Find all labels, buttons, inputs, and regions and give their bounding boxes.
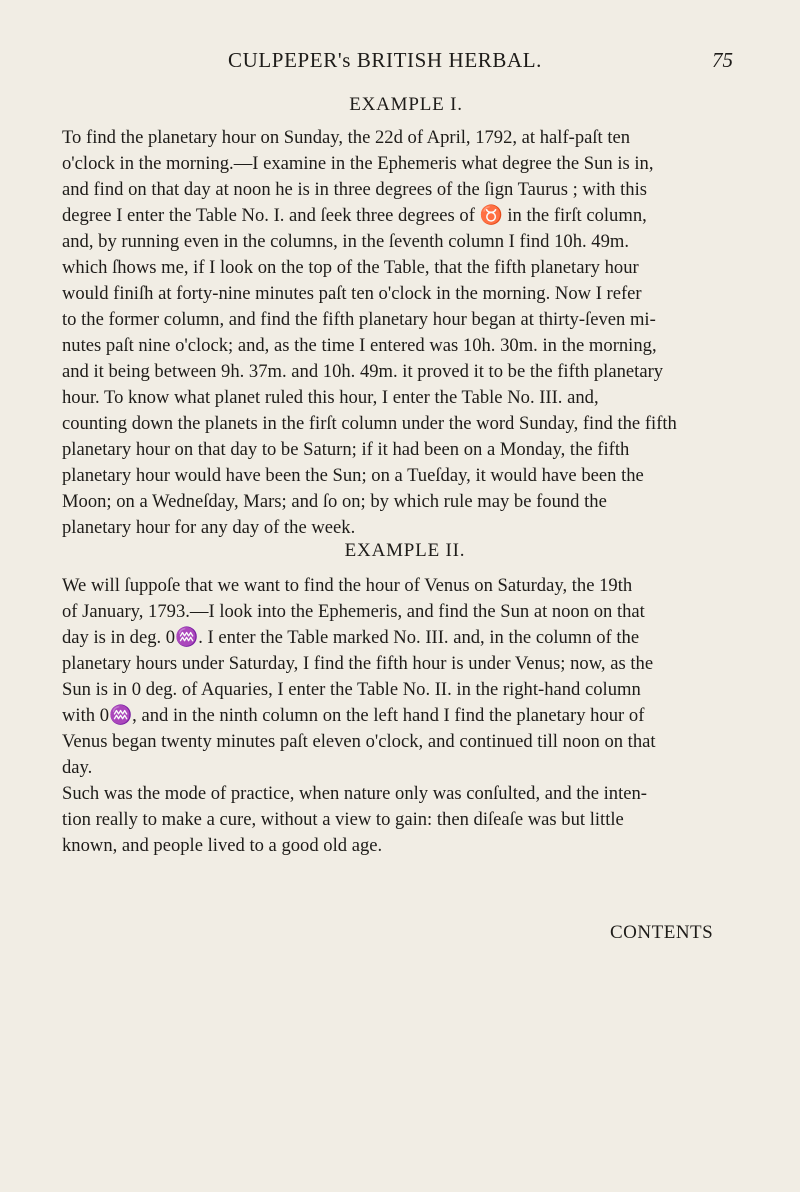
running-head <box>0 48 800 78</box>
text-line: would finiſh at forty-nine minutes paſt ten o'clock in the morning. Now I refer <box>62 283 642 304</box>
text-line: Sun is in 0 deg. of Aquaries, I enter the Table No. II. in the right-hand column <box>62 679 641 700</box>
text-line: counting down the planets in the firſt column under the word Sunday, find the fifth <box>62 413 677 434</box>
text-line: hour. To know what planet ruled this hour, I enter the Table No. III. and, <box>62 387 599 408</box>
running-title: CULPEPER's BRITISH HERBAL. <box>228 48 542 72</box>
text-line: o'clock in the morning.—I examine in the Ephemeris what degree the Sun is in, <box>62 153 654 174</box>
text-line: Such was the mode of practice, when nature only was conſulted, and the inten- <box>62 783 648 804</box>
text-line: and, by running even in the columns, in the ſeventh column I find 10h. 49m. <box>62 231 630 252</box>
text-line: We will ſuppoſe that we want to find the hour of Venus on Saturday, the 19th <box>62 575 633 596</box>
example-1-heading: EXAMPLE I. <box>349 94 463 115</box>
text-line: with 0♒, and in the ninth column on the left hand I find the planetary hour of <box>62 705 645 726</box>
text-line: to the former column, and find the fifth planetary hour began at thirty-ſeven mi- <box>62 309 656 330</box>
text-line: day. <box>62 757 93 778</box>
text-line: day is in deg. 0♒. I enter the Table marked No. III. and, in the column of the <box>62 627 640 648</box>
text-line: planetary hour on that day to be Saturn; if it had been on a Monday, the fifth <box>62 439 630 460</box>
page-number: 75 <box>712 48 733 72</box>
catchword: CONTENTS <box>610 922 714 943</box>
text-line: and find on that day at noon he is in three degrees of the ſign Taurus ; with this <box>62 179 647 200</box>
text-line: To find the planetary hour on Sunday, the 22d of April, 1792, at half-paſt ten <box>62 127 631 148</box>
text-line: planetary hour for any day of the week. <box>62 517 356 538</box>
text-line: of January, 1793.—I look into the Ephemeris, and find the Sun at noon on that <box>62 601 645 622</box>
text-line: Moon; on a Wedneſday, Mars; and ſo on; by which rule may be found the <box>62 491 607 512</box>
text-line: known, and people lived to a good old age. <box>62 835 383 856</box>
text-line: degree I enter the Table No. I. and ſeek three degrees of ♉ in the firſt column, <box>62 205 647 226</box>
text-line: which ſhows me, if I look on the top of the Table, that the fifth planetary hour <box>62 257 639 278</box>
text-line: tion really to make a cure, without a view to gain: then diſeaſe was but little <box>62 809 624 830</box>
text-line: planetary hour would have been the Sun; on a Tueſday, it would have been the <box>62 465 644 486</box>
text-line: nutes paſt nine o'clock; and, as the time I entered was 10h. 30m. in the morning, <box>62 335 657 356</box>
text-line: and it being between 9h. 37m. and 10h. 49m. it proved it to be the fifth planetary <box>62 361 664 382</box>
text-line: planetary hours under Saturday, I find the fifth hour is under Venus; now, as the <box>62 653 654 674</box>
text-line: Venus began twenty minutes paſt eleven o'clock, and continued till noon on that <box>62 731 656 752</box>
example-2-heading: EXAMPLE II. <box>344 540 466 561</box>
